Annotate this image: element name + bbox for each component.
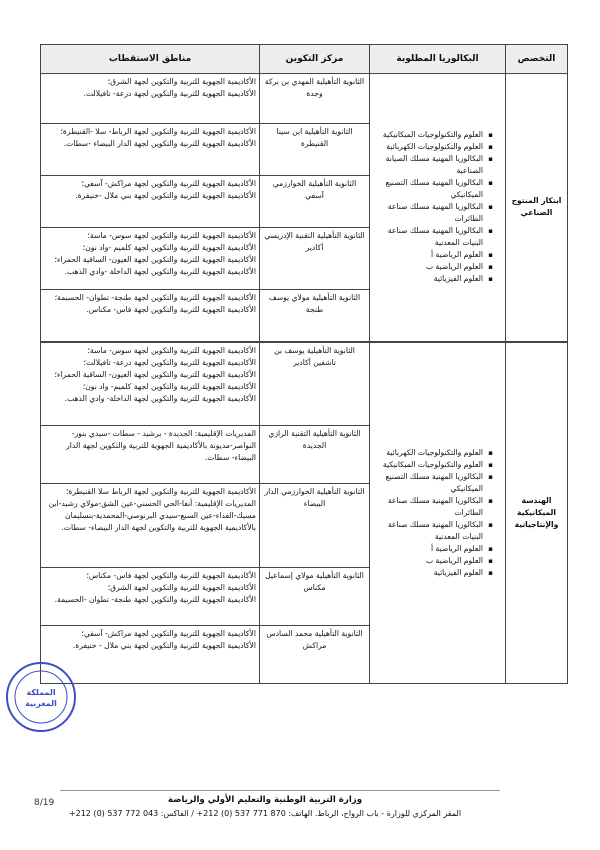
zone-line: الأكاديمية الجهوية للتربية والتكوين لجهة سوس- ماسة؛	[87, 231, 256, 240]
table-row	[41, 342, 568, 426]
page-number: 8/19	[34, 798, 55, 808]
training-center-cell: الثانوية التأهيلية المهدي بن بركة وجدة	[260, 74, 370, 124]
programs-table	[40, 44, 568, 684]
bac-item: ▪ العلوم والتكنولوجيات الكهربائية	[373, 447, 490, 459]
bac-cell	[370, 342, 506, 684]
bac-item: ▪ العلوم والتكنولوجيات الميكانيكية	[373, 459, 490, 471]
table-body	[41, 74, 568, 684]
table-row	[41, 74, 568, 124]
bac-item: ▪ البكالوريا المهنية مسلك صناعة البنيات المعدنية	[373, 225, 490, 249]
bac-item: ▪ العلوم الرياضية ب	[373, 555, 490, 567]
bac-item: ▪ العلوم الفيزيائية	[373, 273, 490, 285]
bac-list	[373, 129, 502, 285]
bac-item: ▪ العلوم والتكنولوجيات الكهربائية	[373, 141, 490, 153]
svg-text:المغربية: المغربية	[25, 699, 57, 708]
zone-line: الأكاديمية الجهوية للتربية والتكوين لجهة مراكش- آسفي؛	[81, 179, 256, 188]
zone-line: الأكاديمية الجهوية للتربية والتكوين لجهة درعة- تافيلالت.	[83, 89, 256, 98]
bac-item: ▪ العلوم والتكنولوجيات الميكانيكية	[373, 129, 490, 141]
training-center-cell: الثانوية التأهيلية يوسف بن تاشفين أكادير	[260, 342, 370, 426]
table-header-row	[41, 45, 568, 74]
bac-item: ▪ البكالوريا المهنية مسلك صناعة البنيات المعدنية	[373, 519, 490, 543]
training-center-cell: الثانوية التأهيلية الخوارزمي آسفي	[260, 176, 370, 228]
training-center-cell: الثانوية التأهيلية مولاي إسماعيل مكناس	[260, 568, 370, 626]
zone-line: الأكاديمية الجهوية للتربية والتكوين لجهة فاس- مكناس.	[86, 305, 256, 314]
header-specialty: التخصص	[506, 45, 568, 74]
training-center-cell: الثانوية التأهيلية الخوارزمي الدار البيضاء	[260, 484, 370, 568]
zone-line: الأكاديمية الجهوية للتربية والتكوين لجهة الداخلة -وادي الذهب.	[64, 267, 256, 276]
zone-line: الأكاديمية الجهوية للتربية والتكوين لجهة سوس- ماسة؛	[87, 345, 256, 355]
zone-line: الأكاديمية الجهوية للتربية والتكوين لجهة مراكش- آسفي؛	[81, 629, 256, 638]
zone-line: الأكاديمية الجهوية للتربية والتكوين لجهة طنجة- تطوان- الحسيمة؛	[54, 293, 256, 302]
official-stamp	[4, 660, 78, 734]
header-bac: البكالوريا المطلوبة	[370, 45, 506, 74]
training-center-cell: الثانوية التأهيلية مولاي يوسف طنجة	[260, 290, 370, 342]
specialty-cell: الهندسة الميكانيكية والإنتاجياتية	[506, 342, 568, 684]
zone-line: المديريات الإقليمية: أنفا-الحي الحسني-عين الشق-مولاي رشيد-ابن مسيك-الفداء-عين السبع-سيدي البرنوصي-المحمدية-بنسليمان بالأكاديمية الجهوية للتربية والتكوين لجهة الدار البيضاء- سطات.	[48, 499, 256, 532]
zone-line: الأكاديمية الجهوية للتربية والتكوين لجهة بني ملال - خنيفرة.	[72, 641, 256, 650]
header-center: مركز التكوين	[260, 45, 370, 74]
footer-address: المقر المركزي للوزارة - باب الرواح، الرباط. الهاتف: 870 771 537 (0) 212+ / الفاكس: 043 772 537 (0) 212+	[68, 809, 462, 818]
zones-cell	[41, 228, 260, 290]
specialty-cell: ابتكار المنتوج الصناعي	[506, 74, 568, 342]
zones-cell	[41, 426, 260, 484]
zone-line: الأكاديمية الجهوية للتربية والتكوين لجهة الداخلة- وادي الذهب.	[64, 393, 256, 403]
footer-divider	[60, 790, 500, 791]
zone-line: الأكاديمية الجهوية للتربية والتكوين لجهة الرباط- سلا -القنيطرة؛	[60, 127, 256, 136]
footer-ministry: وزارة التربية الوطنية والتعليم الأولي والرياضة	[167, 795, 363, 805]
zones-cell	[41, 568, 260, 626]
bac-item: ▪ العلوم الفيزيائية	[373, 567, 490, 579]
zone-line: الأكاديمية الجهوية للتربية والتكوين لجهة درعة- تافيلالت؛	[83, 357, 256, 367]
zone-line: الأكاديمية الجهوية للتربية والتكوين لجهة الدار البيضاء -سطات.	[63, 139, 256, 148]
bac-cell	[370, 74, 506, 342]
zone-line: الأكاديمية الجهوية للتربية والتكوين لجهة كلميم -واد نون؛	[82, 243, 256, 252]
zone-line: المديريات الإقليمية: الجديدة - برشيد - سطات -سيدي بنور- النواصر-مديونة بالأكاديمية الجهوية للتربية والتكوين لجهة الدار البيضاء- سطات.	[66, 429, 256, 462]
zone-line: الأكاديمية الجهوية للتربية والتكوين لجهة فاس- مكناس؛	[86, 571, 256, 580]
zone-line: الأكاديمية الجهوية للتربية والتكوين لجهة كلميم- واد نون؛	[82, 381, 256, 391]
page-footer	[60, 794, 470, 820]
training-center-cell: الثانوية التأهيلية التقنية الرازي الجديدة	[260, 426, 370, 484]
zone-line: الأكاديمية الجهوية للتربية والتكوين لجهة طنجة- تطوان -الحسيمة.	[54, 595, 256, 604]
bac-list	[373, 447, 502, 579]
bac-item: ▪ العلوم الرياضية أ	[373, 543, 490, 555]
zones-cell	[41, 342, 260, 426]
zone-line: الأكاديمية الجهوية للتربية والتكوين لجهة العيون- الساقية الحمراء؛	[54, 255, 256, 264]
zones-cell	[41, 176, 260, 228]
bac-item: ▪ البكالوريا المهنية مسلك التصنيع الميكانيكي	[373, 471, 490, 495]
bac-item: ▪ العلوم الرياضية أ	[373, 249, 490, 261]
zone-line: الأكاديمية الجهوية للتربية والتكوين لجهة الشرق؛	[107, 583, 256, 592]
zone-line: الأكاديمية الجهوية للتربية والتكوين لجهة بني ملال -خنيفرة.	[75, 191, 256, 200]
bac-item: ▪ البكالوريا المهنية مسلك صناعة الطائرات	[373, 201, 490, 225]
training-center-cell: الثانوية التأهيلية محمد السادس مراكش	[260, 626, 370, 684]
bac-item: ▪ البكالوريا المهنية مسلك الصيانة الصناعية	[373, 153, 490, 177]
svg-text:المملكة: المملكة	[26, 688, 56, 697]
zones-cell	[41, 484, 260, 568]
zone-line: الأكاديمية الجهوية للتربية والتكوين لجهة الرباط سلا القنيطرة؛	[65, 487, 256, 496]
zones-cell	[41, 290, 260, 342]
zone-line: الأكاديمية الجهوية للتربية والتكوين لجهة الشرق؛	[107, 77, 256, 86]
training-center-cell: الثانوية التأهيلية التقنية الإدريسي أكادير	[260, 228, 370, 290]
zones-cell	[41, 124, 260, 176]
zone-line: الأكاديمية الجهوية للتربية والتكوين لجهة العيون- الساقية الحمراء؛	[54, 369, 256, 379]
zones-cell	[41, 74, 260, 124]
bac-item: ▪ العلوم الرياضية ب	[373, 261, 490, 273]
header-zones: مناطق الاستقطاب	[41, 45, 260, 74]
bac-item: ▪ البكالوريا المهنية مسلك التصنيع الميكانيكي	[373, 177, 490, 201]
training-center-cell: الثانوية التأهيلية ابن سينا القنيطرة	[260, 124, 370, 176]
bac-item: ▪ البكالوريا المهنية مسلك صناعة الطائرات	[373, 495, 490, 519]
